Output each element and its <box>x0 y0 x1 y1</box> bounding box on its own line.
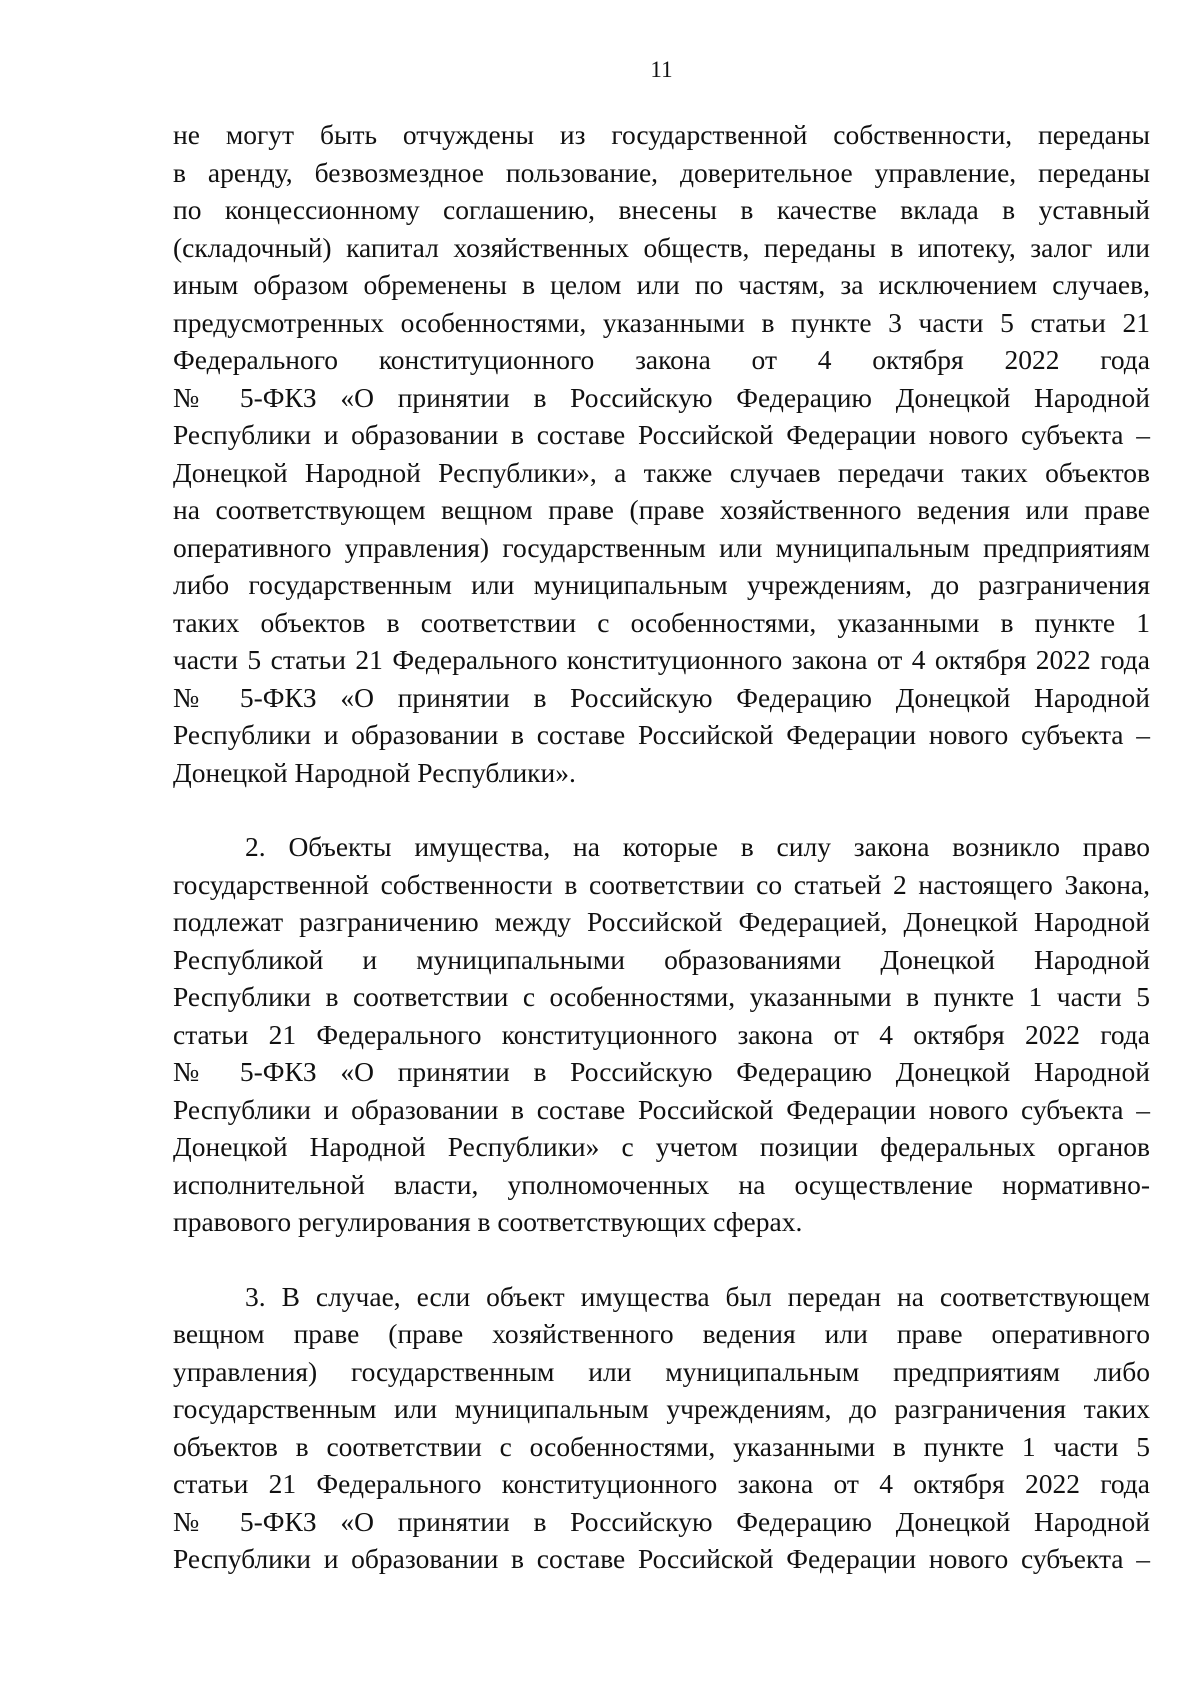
page-number: 11 <box>650 57 673 82</box>
text-line: вещном праве (праве хозяйственного ведения или праве оперативного <box>173 1318 1150 1349</box>
paragraph-2 <box>173 828 1150 1241</box>
paragraph-1 <box>173 116 1150 791</box>
text-line: 2. Объекты имущества, на которые в силу закона возникло право <box>245 831 1150 862</box>
text-line: Республики и образовании в составе Российской Федерации нового субъекта – <box>173 1093 1150 1125</box>
text-line: Республики в соответствии с особенностями, указанными в пункте 1 части 5 <box>173 981 1150 1012</box>
text-line: № 5-ФКЗ «О принятии в Российскую Федерацию Донецкой Народной <box>173 381 1150 413</box>
text-line: оперативного управления) государственным или муниципальным предприятиям <box>173 531 1150 563</box>
text-line: Донецкой Народной Республики» с учетом позиции федеральных органов <box>173 1131 1150 1162</box>
text-line: государственной собственности в соответствии со статьей 2 настоящего Закона, <box>173 868 1150 900</box>
text-line: Федерального конституционного закона от 4 октября 2022 года <box>173 344 1150 375</box>
text-line: Республикой и муниципальными образованиями Донецкой Народной <box>173 943 1150 975</box>
text-line: на соответствующем вещном праве (праве хозяйственного ведения или праве <box>173 494 1150 525</box>
text-line: статьи 21 Федерального конституционного закона от 4 октября 2022 года <box>173 1468 1150 1499</box>
text-line: объектов в соответствии с особенностями, указанными в пункте 1 части 5 <box>173 1430 1150 1462</box>
text-line: не могут быть отчуждены из государственной собственности, переданы <box>173 119 1150 150</box>
text-line: Республики и образовании в составе Российской Федерации нового субъекта – <box>173 719 1150 750</box>
text-line: иным образом обременены в целом или по частям, за исключением случаев, <box>173 269 1150 300</box>
text-line: либо государственным или муниципальным учреждениям, до разграничения <box>173 569 1150 600</box>
text-line: по концессионному соглашению, внесены в качестве вклада в уставный <box>173 194 1150 225</box>
text-line: управления) государственным или муниципальным предприятиям либо <box>173 1355 1150 1387</box>
text-line: 3. В случае, если объект имущества был передан на соответствующем <box>245 1280 1150 1312</box>
text-line: Республики и образовании в составе Российской Федерации нового субъекта – <box>173 419 1150 450</box>
text-line: Республики и образовании в составе Российской Федерации нового субъекта – <box>173 1543 1150 1574</box>
text-line: в аренду, безвозмездное пользование, доверительное управление, переданы <box>173 156 1150 188</box>
paragraph-3 <box>173 1278 1150 1578</box>
text-line: правового регулирования в соответствующих сферах. <box>173 1206 803 1237</box>
text-line: № 5-ФКЗ «О принятии в Российскую Федерацию Донецкой Народной <box>173 1056 1150 1087</box>
document-body <box>173 116 1150 1578</box>
text-line: статьи 21 Федерального конституционного закона от 4 октября 2022 года <box>173 1018 1150 1050</box>
text-line: Донецкой Народной Республики». <box>173 756 576 788</box>
text-line: подлежат разграничению между Российской Федерацией, Донецкой Народной <box>173 906 1150 937</box>
text-line: таких объектов в соответствии с особенностями, указанными в пункте 1 <box>173 606 1150 638</box>
text-line: государственным или муниципальным учреждениям, до разграничения таких <box>173 1393 1150 1424</box>
text-line: № 5-ФКЗ «О принятии в Российскую Федерацию Донецкой Народной <box>173 681 1150 713</box>
text-line: части 5 статьи 21 Федерального конституционного закона от 4 октября 2022 года <box>173 644 1150 675</box>
text-line: предусмотренных особенностями, указанными в пункте 3 части 5 статьи 21 <box>173 306 1150 338</box>
text-line: (складочный) капитал хозяйственных обществ, переданы в ипотеку, залог или <box>173 231 1150 263</box>
text-line: № 5-ФКЗ «О принятии в Российскую Федерацию Донецкой Народной <box>173 1505 1150 1537</box>
text-line: исполнительной власти, уполномоченных на осуществление нормативно- <box>173 1168 1150 1200</box>
text-line: Донецкой Народной Республики», а также случаев передачи таких объектов <box>173 456 1150 488</box>
